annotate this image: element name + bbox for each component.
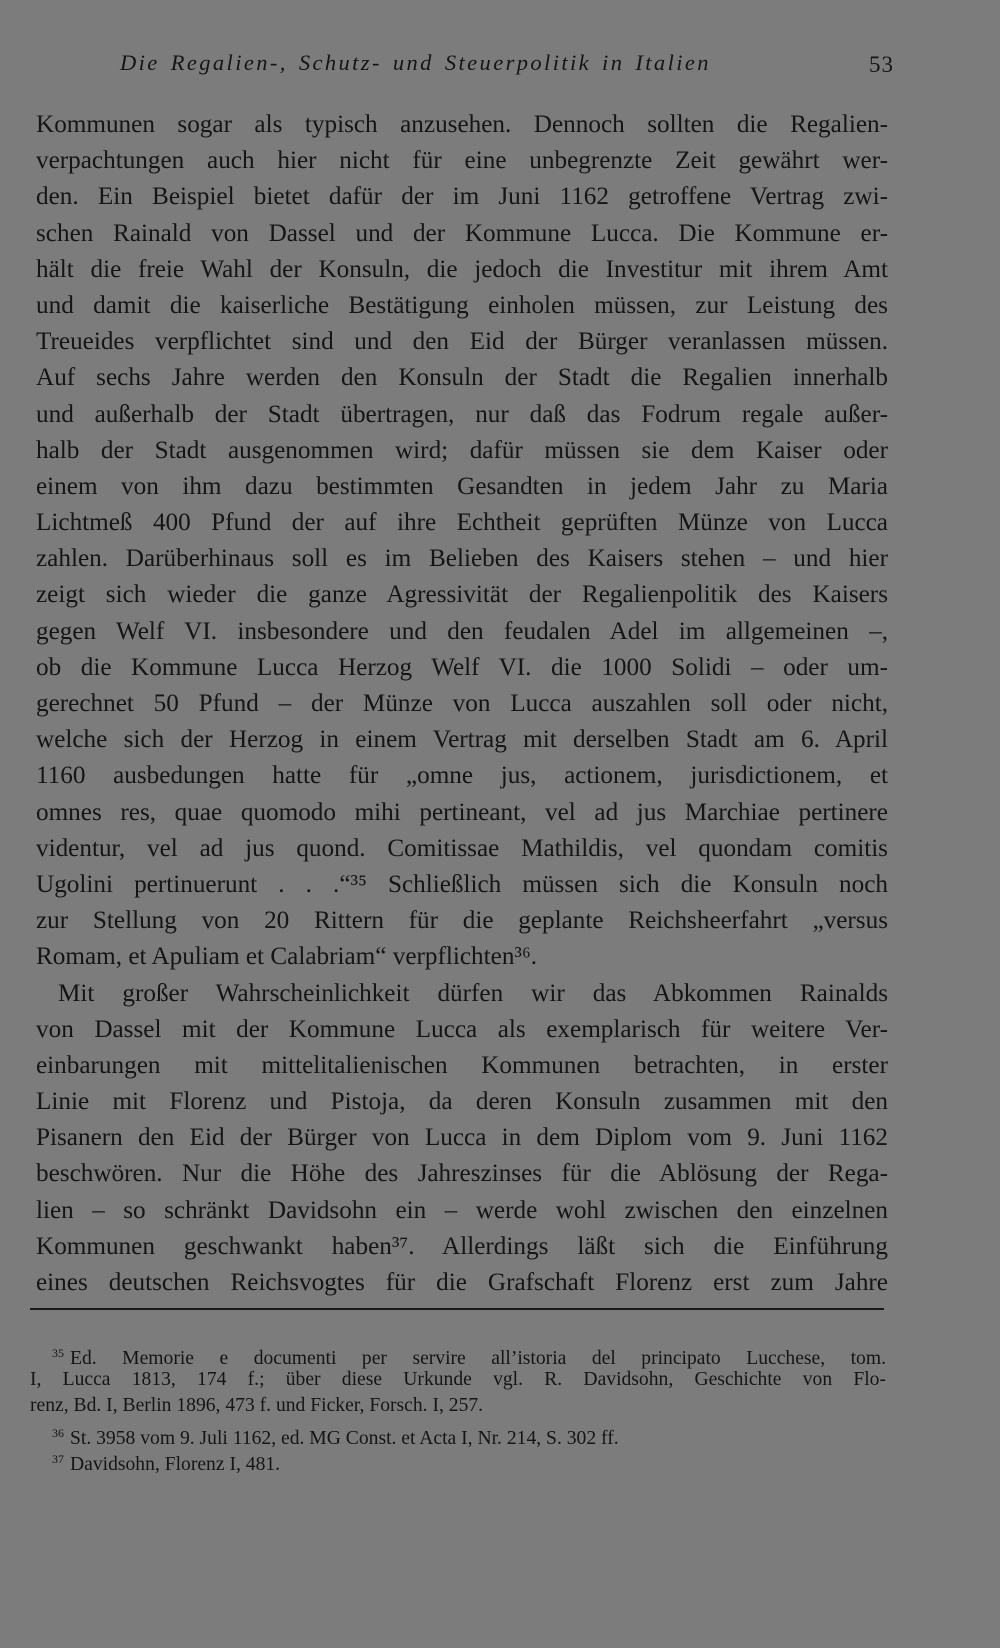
footnote-35-line: I, Lucca 1813, 174 f.; über diese Urkunde vgl. R. Davidsohn, Geschichte von Flo- [30, 1368, 886, 1390]
body-line: und damit die kaiserliche Bestätigung einholen müssen, zur Leistung des [36, 291, 888, 319]
body-line: ob die Kommune Lucca Herzog Welf VI. die 1000 Solidi – oder um- [36, 653, 888, 681]
footnote-35-line: renz, Bd. I, Berlin 1896, 473 f. und Ficker, Forsch. I, 257. [30, 1395, 484, 1416]
running-title: Die Regalien-, Schutz- und Steuerpolitik in Italien [120, 50, 711, 75]
body-line: von Dassel mit der Kommune Lucca als exemplarisch für weitere Ver- [36, 1015, 888, 1043]
footnote-text: Ed. Memorie e documenti per servire all’istoria del principato Lucchese, tom. [70, 1348, 886, 1369]
footnote-marker: 37 [52, 1452, 64, 1466]
body-line: verpachtungen auch hier nicht für eine unbegrenzte Zeit gewährt wer- [36, 147, 888, 175]
body-line: den. Ein Beispiel bietet dafür der im Juni 1162 getroffene Vertrag zwi- [36, 183, 888, 211]
body-line: Linie mit Florenz und Pistoja, da deren Konsuln zusammen mit den [36, 1088, 888, 1116]
footnote-text: Davidsohn, Florenz I, 481. [70, 1454, 281, 1475]
body-line: und außerhalb der Stadt übertragen, nur daß das Fodrum regale außer- [36, 400, 888, 428]
footnote-marker: 35 [52, 1346, 64, 1360]
body-line: zur Stellung von 20 Rittern für die geplante Reichsheerfahrt „versus [36, 907, 888, 935]
body-line: zeigt sich wieder die ganze Agressivität der Regalienpolitik des Kaisers [36, 581, 888, 609]
footnote-marker: 36 [52, 1425, 64, 1440]
body-line: einem von ihm dazu bestimmten Gesandten in jedem Jahr zu Maria [36, 472, 888, 500]
page-header [0, 50, 951, 86]
body-line: Kommunen sogar als typisch anzusehen. Dennoch sollten die Regalien- [36, 111, 888, 138]
body-line: Ugolini pertinuerunt . . .“³⁵ Schließlich müssen sich die Konsuln noch [36, 870, 888, 898]
body-line: Lichtmeß 400 Pfund der auf ihre Echtheit geprüften Münze von Lucca [36, 509, 888, 537]
body-line: omnes res, quae quomodo mihi pertineant, vel ad jus Marchiae pertinere [36, 798, 888, 826]
body-line: schen Rainald von Dassel und der Kommune Lucca. Die Kommune er- [36, 219, 888, 247]
body-line: Mit großer Wahrscheinlichkeit dürfen wir das Abkommen Rainalds [58, 979, 888, 1007]
footnote-36-line [30, 1420, 886, 1447]
body-line: Pisanern den Eid der Bürger von Lucca in dem Diplom vom 9. Juni 1162 [36, 1124, 888, 1152]
body-line: lien – so schränkt Davidsohn ein – werde wohl zwischen den einzelnen [36, 1196, 888, 1224]
footnote-37-line [30, 1446, 886, 1473]
body-line: Treueides verpflichtet sind und den Eid der Bürger veranlassen müssen. [36, 328, 888, 356]
body-line: Auf sechs Jahre werden den Konsuln der Stadt die Regalien innerhalb [36, 364, 888, 392]
body-line: einbarungen mit mittelitalienischen Kommunen betrachten, in erster [36, 1051, 888, 1079]
body-line: beschwören. Nur die Höhe des Jahreszinses für die Ablösung der Rega- [36, 1160, 888, 1188]
footnotes [30, 1340, 886, 1473]
body-line: zahlen. Darüberhinaus soll es im Belieben des Kaisers stehen – und hier [36, 545, 888, 573]
body-line: 1160 ausbedungen hatte für „omne jus, actionem, jurisdictionem, et [36, 762, 888, 790]
body-text [36, 107, 888, 1301]
page-number: 53 [869, 52, 894, 77]
body-line: eines deutschen Reichsvogtes für die Grafschaft Florenz erst zum Jahre [36, 1269, 888, 1296]
body-line: gerechnet 50 Pfund – der Münze von Lucca auszahlen soll oder nicht, [36, 690, 888, 717]
body-line: gegen Welf VI. insbesondere und den feudalen Adel im allgemeinen –, [36, 617, 888, 645]
body-line: videntur, vel ad jus quond. Comitissae Mathildis, vel quondam comitis [36, 834, 888, 862]
body-line: hält die freie Wahl der Konsuln, die jedoch die Investitur mit ihrem Amt [36, 255, 888, 283]
body-line: Romam, et Apuliam et Calabriam“ verpflichten³⁶. [36, 943, 538, 971]
footnote-35-line [30, 1340, 886, 1367]
body-line: welche sich der Herzog in einem Vertrag mit derselben Stadt am 6. April [36, 726, 888, 754]
body-line: halb der Stadt ausgenommen wird; dafür müssen sie dem Kaiser oder [36, 436, 888, 464]
body-line: Kommunen geschwankt haben³⁷. Allerdings läßt sich die Einführung [36, 1232, 888, 1260]
footnote-rule [30, 1308, 884, 1310]
footnote-text: St. 3958 vom 9. Juli 1162, ed. MG Const. et Acta I, Nr. 214, S. 302 ff. [70, 1427, 619, 1449]
